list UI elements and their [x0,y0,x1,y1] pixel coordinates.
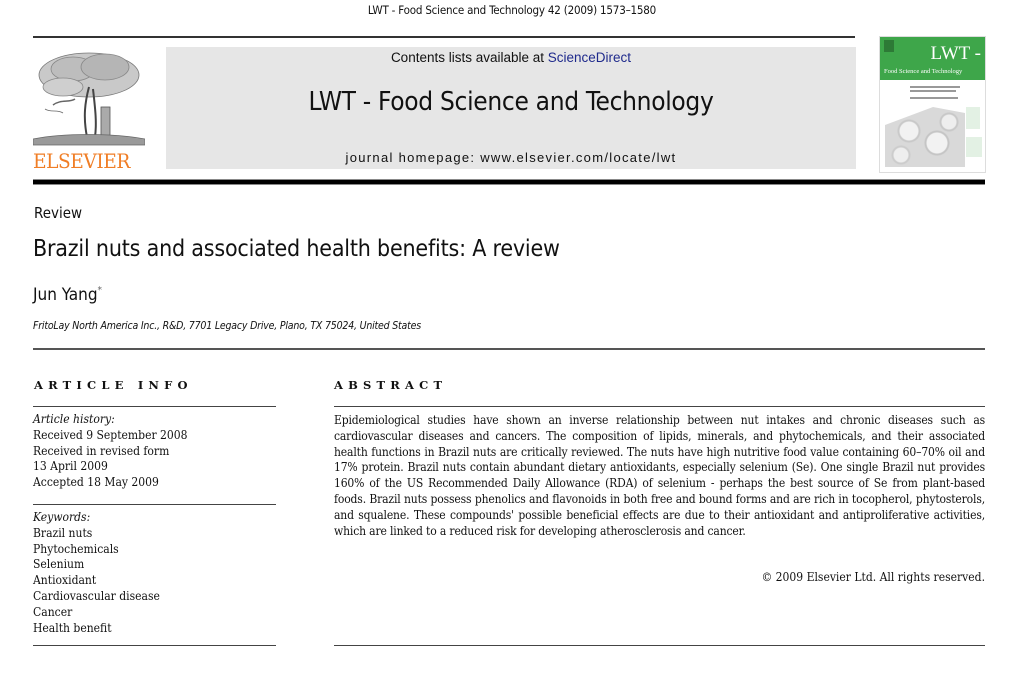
abstract-rule [334,406,985,407]
article-type: Review [34,204,83,222]
sciencedirect-link[interactable]: ScienceDirect [547,50,632,65]
elsevier-wordmark: ELSEVIER [33,149,130,173]
history-item: Accepted 18 May 2009 [33,475,159,490]
keyword-item: Cancer [33,604,73,619]
article-history-label: Article history: [33,412,115,426]
article-info-bottom-rule [33,645,276,646]
article-info-heading: ARTICLE INFO [34,378,193,392]
header-divider [33,179,985,185]
author-affiliation: FritoLay North America Inc., R&D, 7701 Legacy Drive, Plano, TX 75024, United States [33,320,421,332]
keyword-item: Brazil nuts [33,525,93,540]
keyword-item: Cardiovascular disease [33,588,160,603]
elsevier-logo[interactable] [33,47,145,173]
journal-homepage-link[interactable]: journal homepage: www.elsevier.com/locate/lwt [345,150,677,165]
abstract-bottom-rule [334,645,985,646]
top-rule [33,36,855,38]
history-item: Received 9 September 2008 [33,427,188,442]
keyword-item: Health benefit [33,620,112,635]
keyword-item: Phytochemicals [33,541,119,556]
corresponding-author-mark[interactable]: * [97,285,103,296]
abstract-text: Epidemiological studies have shown an inverse relationship between nut intakes and chronic diseases such as cardiovascular diseases and cancers. The composition of lipids, minerals, and phytochemicals, and their associated health functions in Brazil nuts are critically reviewed. The nuts have high nutritive food value containing 60–70% oil and 17% protein. Brazil nuts contain abundant dietary antioxidants, especially selenium (Se). One single Brazil nut provides 160% of the US Recommended Daily Allowance (RDA) of selenium - perhaps the best source of Se from plant-based foods. Brazil nuts possess phenolics and flavonoids in both free and bound forms and are rich in tocopherol, phytosterols, and squalene. These compounds' possible beneficial effects are due to their antioxidant and antiproliferative activities, which are linked to a reduced risk for developing atherosclerosis and cancer. [334,413,985,538]
keywords-list [33,510,160,636]
keyword-item: Selenium [33,557,85,572]
running-head: LWT - Food Science and Technology 42 (2009) 1573–1580 [367,3,657,17]
cover-fine-line [910,90,956,92]
article-info-rule [33,406,276,407]
cover-title: LWT - [930,43,981,64]
abstract-heading: ABSTRACT [334,378,448,392]
author-name[interactable]: Jun Yang [33,285,98,305]
article-title: Brazil nuts and associated health benefits: A review [33,236,560,262]
journal-cover-image[interactable] [879,36,986,173]
history-item: 13 April 2009 [33,459,108,474]
history-item: Received in revised form [33,443,170,458]
cover-subtitle: Food Science and Technology [884,68,963,75]
title-divider [33,348,985,350]
article-history [33,412,188,491]
author-line [33,285,102,305]
keywords-rule [33,504,276,505]
journal-banner [166,47,856,169]
journal-title: LWT - Food Science and Technology [308,87,714,117]
cover-fine-line [910,86,960,88]
cover-photo [885,107,965,167]
keyword-item: Antioxidant [33,573,97,588]
cover-hexagon-shape [966,107,980,129]
contents-prefix: Contents lists available at [390,50,548,65]
contents-line [166,50,856,65]
cover-fine-line [910,97,958,99]
keywords-label: Keywords: [33,510,91,524]
copyright-notice: © 2009 Elsevier Ltd. All rights reserved. [761,570,985,584]
elsevier-tree-icon [33,47,145,147]
cover-elsevier-icon [884,40,894,52]
cover-hexagon-shape [966,137,982,157]
